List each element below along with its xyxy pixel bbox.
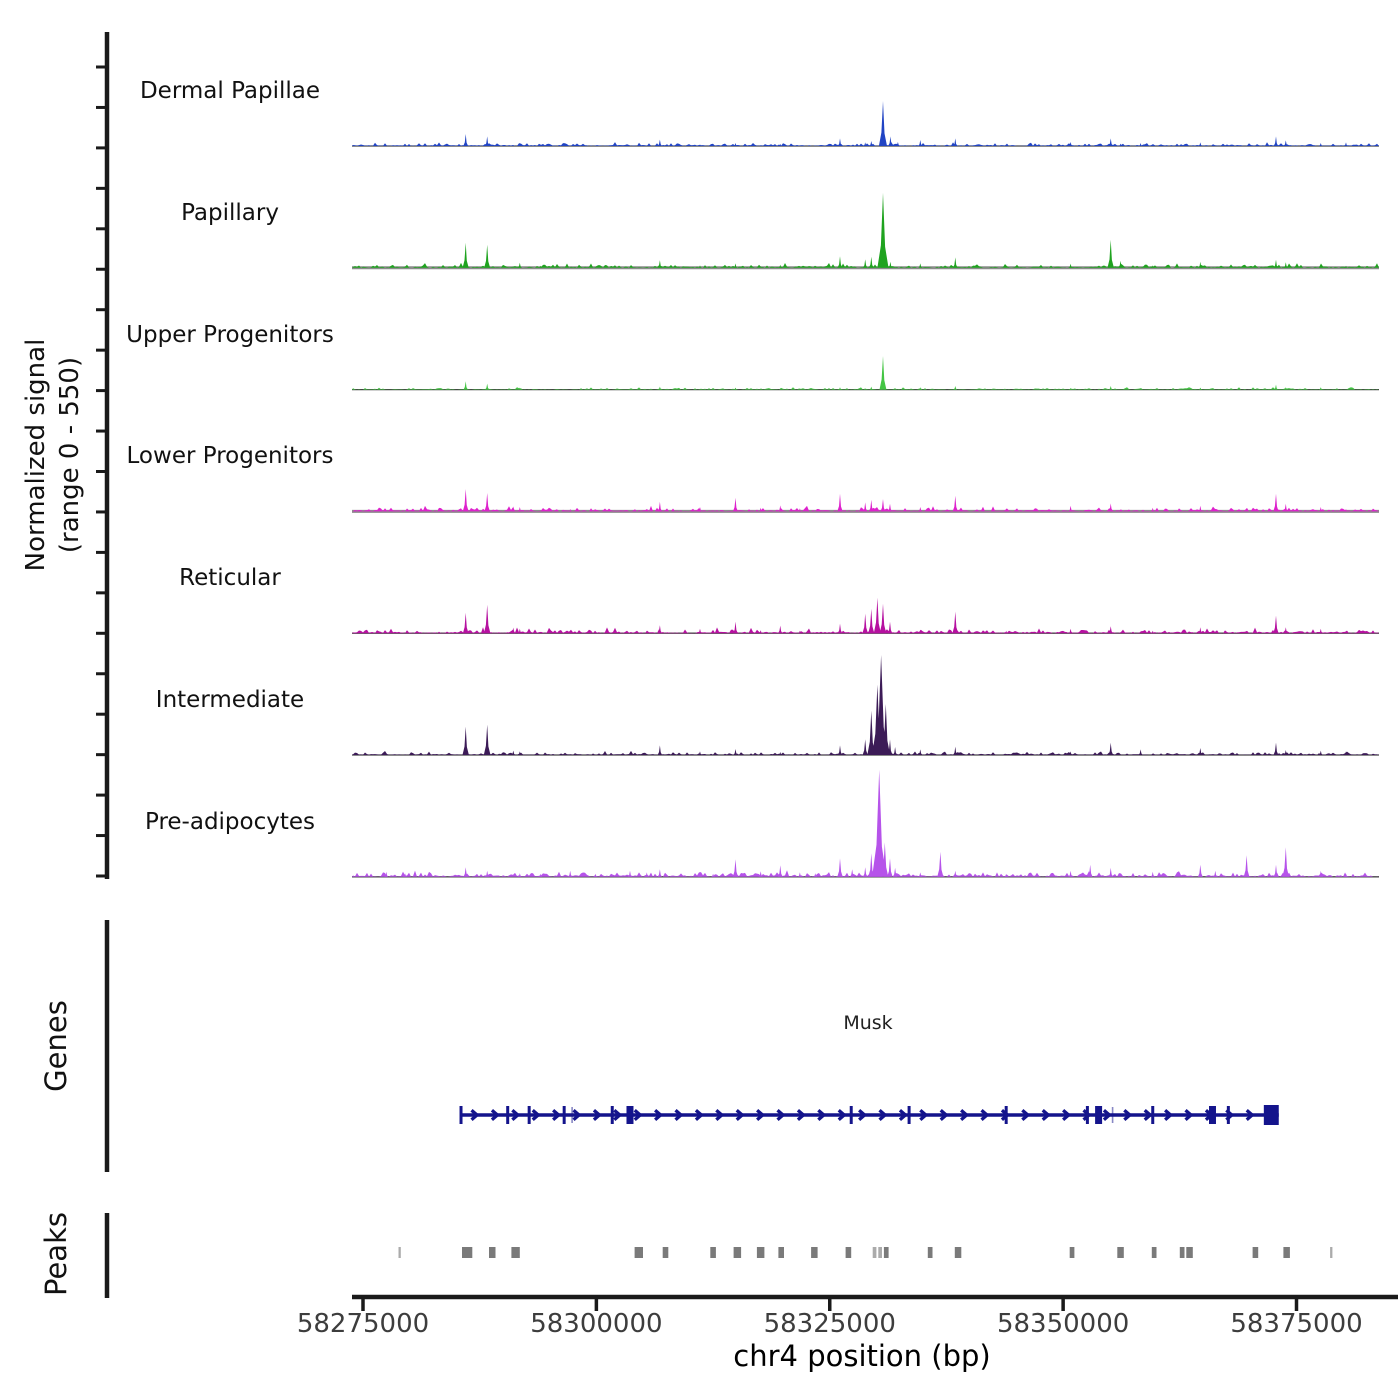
track-label-upper-progenitors: Upper Progenitors [126,321,334,348]
x-axis-title: chr4 position (bp) [733,1339,991,1373]
y-axis-label [19,339,87,572]
peak-interval-box [1152,1247,1157,1258]
track-label-intermediate: Intermediate [155,687,305,713]
peak-interval-box [778,1247,784,1258]
track-label-pre-adipocytes: Pre-adipocytes [144,808,316,835]
peak-interval-box [846,1247,852,1258]
peak-interval-box [811,1247,818,1258]
x-tick-label-58375000: 58375000 [1230,1309,1363,1339]
track-label-lower-progenitors: Lower Progenitors [126,443,334,470]
track-label-papillary: Papillary [181,199,279,226]
peak-interval-box [757,1247,765,1258]
peak-interval-box [884,1247,889,1258]
gene-name-label: Musk [843,1012,893,1034]
x-tick-label-58300000: 58300000 [530,1309,663,1339]
peak-interval-box [1253,1247,1259,1258]
peak-interval-box [928,1247,933,1258]
track-signal-3 [463,489,1348,511]
track-signal-4 [463,598,1323,634]
track-signal-6 [384,770,1348,877]
track-signal-1 [463,193,1348,268]
x-tick-label-58275000: 58275000 [296,1309,430,1339]
peak-interval-box [1283,1247,1290,1258]
genes-track-label: Genes [39,1000,73,1092]
peak-interval-box [734,1247,742,1258]
gene-final-exon-box [1264,1105,1279,1125]
peak-interval-box [955,1247,962,1258]
peak-interval-box [1070,1247,1075,1258]
x-tick-label-58350000: 58350000 [996,1309,1130,1339]
peak-interval-box [878,1247,882,1258]
track-label-dermal-papillae: Dermal Papillae [139,78,321,104]
peak-interval-box [1186,1247,1193,1258]
peak-interval-box [399,1247,401,1258]
peak-interval-box [489,1247,496,1258]
peak-interval-box [635,1247,643,1258]
peak-interval-box [1330,1247,1332,1258]
track-label-reticular: Reticular [179,565,281,592]
peak-interval-box [462,1247,472,1258]
peak-interval-box [873,1247,877,1258]
peak-interval-box [511,1247,519,1258]
track-signal-0 [463,101,1348,146]
x-tick-label-58325000: 58325000 [763,1309,896,1339]
peaks-track-label: Peaks [39,1212,73,1296]
peak-interval-box [663,1247,669,1258]
track-signal-5 [463,655,1349,755]
peak-interval-box [1180,1247,1185,1258]
track-signal-2 [464,356,1323,390]
y-axis-label-line1: Normalized signal [21,338,51,572]
peak-interval-box [1117,1247,1124,1258]
peak-interval-box [710,1247,716,1258]
y-axis-label-line2: (range 0 - 550) [55,356,85,554]
